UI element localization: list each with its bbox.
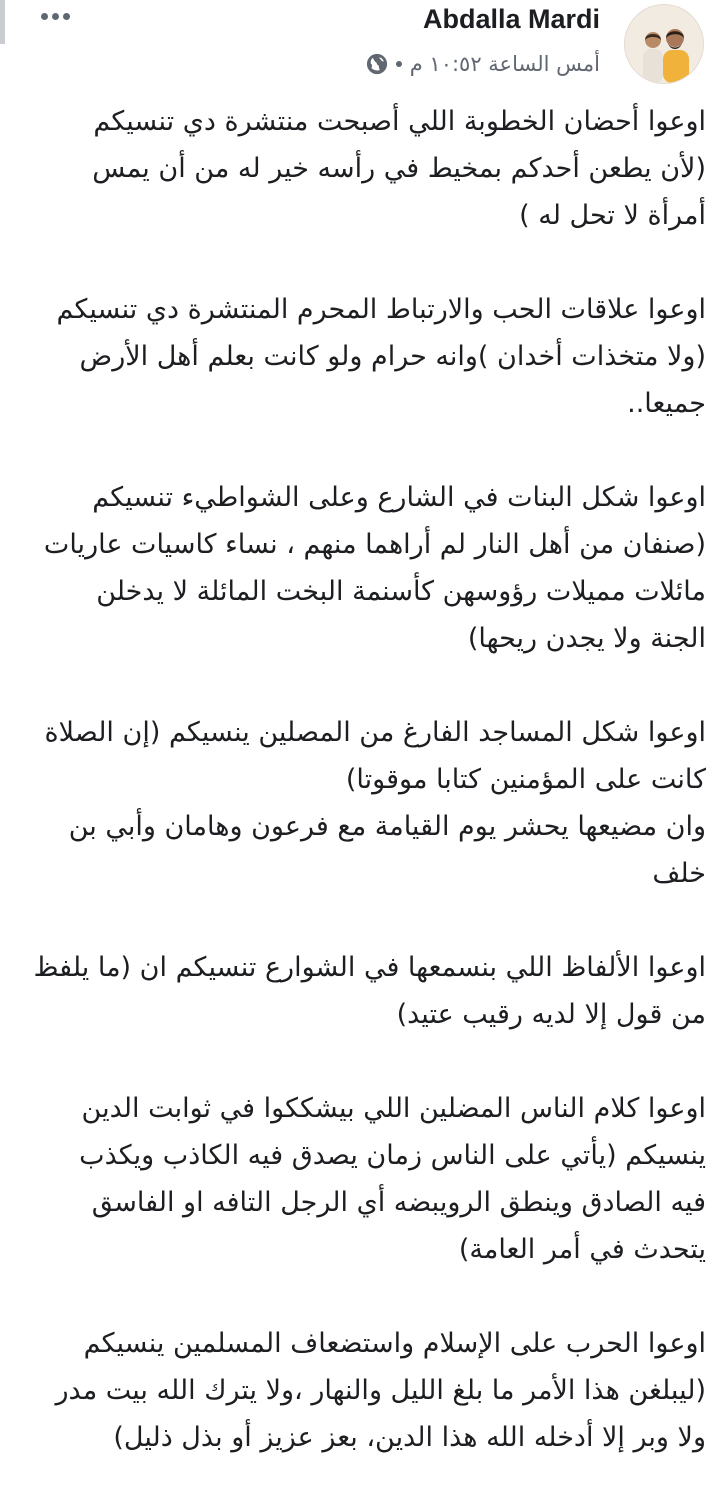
more-horizontal-icon <box>41 13 48 20</box>
post-text-line: من قول إلا لديه رقيب عتيد) <box>396 999 706 1030</box>
post-paragraph <box>26 98 706 239</box>
post-meta <box>366 52 600 76</box>
post-text-line: (لأن يطعن أحدكم بمخيط في رأسه خير له من أن يمس <box>92 153 706 184</box>
post-text-line: (ليبلغن هذا الأمر ما بلغ الليل والنهار ،ولا يترك الله بيت مدر <box>55 1375 706 1406</box>
post-text-line: اوعوا علاقات الحب والارتباط المحرم المنتشرة دي تنسيكم <box>56 294 706 325</box>
post-text <box>26 98 706 1508</box>
post-text-line: اوعوا الألفاظ اللي بنسمعها في الشوارع تنسيكم ان (ما يلفظ <box>33 952 706 983</box>
separator-dot <box>396 61 402 67</box>
post-paragraph <box>26 474 706 662</box>
post-text-line: خلف <box>652 858 706 889</box>
more-horizontal-icon-dot-3 <box>63 13 70 20</box>
post-text-line: اوعوا الحرب على الإسلام واستضعاف المسلمين ينسيكم <box>83 1328 706 1359</box>
more-options-button[interactable] <box>36 0 74 32</box>
post-text-line: اوعوا شكل البنات في الشارع وعلى الشواطيء تنسيكم <box>92 482 706 513</box>
globe-icon[interactable] <box>366 53 388 75</box>
post-text-line: جميعا.. <box>627 388 706 419</box>
post-text-line: كانت على المؤمنين كتابا موقوتا) <box>345 764 706 795</box>
post-text-line: ولا وبر إلا أدخله الله هذا الدين، بعز عزيز أو بذل ذليل) <box>113 1422 706 1453</box>
post-text-line: الجنة ولا يجدن ريحها) <box>467 623 706 654</box>
post-text-line: يتحدث في أمر العامة) <box>458 1234 706 1265</box>
post-text-line: (ولا متخذات أخدان )وانه حرام ولو كانت بعلم أهل الأرض <box>79 341 706 372</box>
avatar[interactable] <box>624 4 704 84</box>
post-paragraph <box>26 1320 706 1461</box>
post-paragraph <box>26 1085 706 1273</box>
post-text-line: مائلات مميلات رؤوسهن كأسنمة البخت المائلة لا يدخلن <box>96 576 706 607</box>
avatar-photo <box>625 5 703 83</box>
post-text-line: اوعوا أحضان الخطوبة اللي أصبحت منتشرة دي تنسيكم <box>93 106 706 137</box>
post-text-line: (صنفان من أهل النار لم أراهما منهم ، نساء كاسيات عاريات <box>43 529 706 560</box>
post-text-line: اوعوا شكل المساجد الفارغ من المصلين ينسيكم (إن الصلاة <box>44 717 706 748</box>
post-text-line: وان مضيعها يحشر يوم القيامة مع فرعون وهامان وأبي بن <box>68 811 706 842</box>
post-text-line: اوعوا كلام الناس المضلين اللي بيشككوا في ثوابت الدين <box>81 1093 706 1124</box>
post-text-line: أمرأة لا تحل له ) <box>519 200 706 231</box>
more-horizontal-icon-dot-2 <box>52 13 59 20</box>
post-text-line: ينسيكم (يأتي على الناس زمان يصدق فيه الكاذب ويكذب <box>79 1140 706 1171</box>
post-timestamp[interactable]: أمس الساعة ١٠:٥٢ م <box>409 52 600 76</box>
post-paragraph <box>26 286 706 427</box>
post-header <box>0 0 720 92</box>
post-text-line: فيه الصادق وينطق الرويبضه أي الرجل التافه او الفاسق <box>91 1187 706 1218</box>
post-paragraph <box>26 944 706 1038</box>
post-paragraph <box>26 709 706 897</box>
author-name[interactable]: Abdalla Mardi <box>422 4 600 34</box>
